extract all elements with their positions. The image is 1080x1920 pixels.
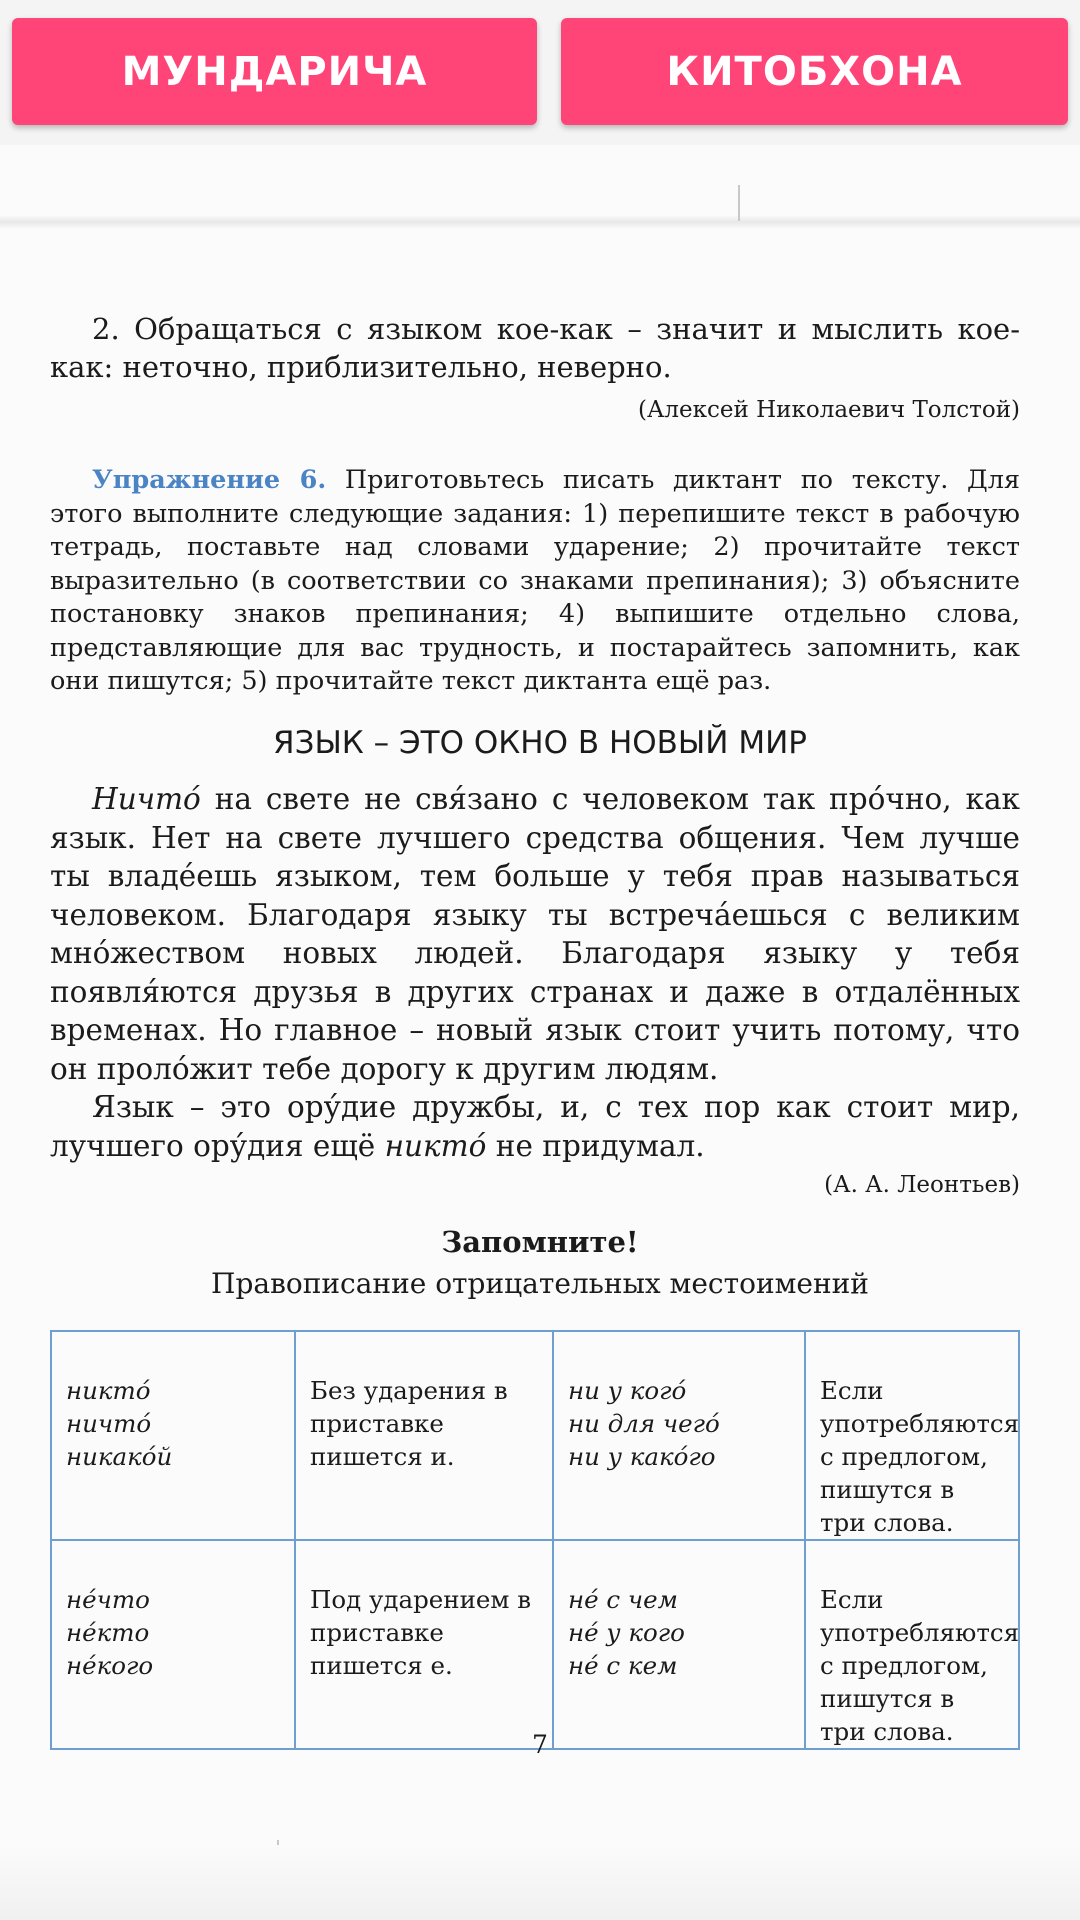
example-phrase: не́ с кем — [568, 1651, 678, 1680]
dictation-paragraph-2 — [50, 1088, 1020, 1165]
emphasis-word: Ничто́ — [92, 782, 201, 816]
word-cell — [51, 1540, 295, 1749]
rule-cell: Без ударения в приставке пишется и. — [295, 1331, 553, 1540]
emphasis-word: никто́ — [384, 1128, 487, 1163]
dictation-text: Язык – это ору́дие дружбы, и, с тех пор как стоит мир, лучшего ору́дия ещё — [50, 1090, 1020, 1163]
pronoun-rules-table — [50, 1330, 1020, 1750]
note-cell: Если употребляются с предлогом, пишутся в три слова. — [805, 1331, 1019, 1540]
dictation-author: (А. А. Леонтьев) — [824, 1172, 1020, 1198]
pronoun-word: не́кого — [66, 1651, 154, 1680]
word-cell — [51, 1331, 295, 1540]
rule-cell: Под ударением в приставке пишется е. — [295, 1540, 553, 1749]
library-button[interactable]: КИТОБХОНА — [561, 18, 1068, 125]
dictation-paragraph-1 — [50, 780, 1020, 1088]
example-phrase: ни для чего́ — [568, 1409, 720, 1438]
example-cell — [553, 1331, 805, 1540]
pronoun-word: не́кто — [66, 1618, 150, 1647]
quote-author: (Алексей Николаевич Толстой) — [637, 397, 1020, 423]
dictation-text: на свете не свя́зано с человеком так про́чно, как язык. Нет на свете лучшего средства общения. Чем лучше ты владе́ешь языком, тем больше у тебя прав называться человеком. Благодаря языку ты встреча́ешься с великим мно́жеством новых людей. Благодаря языку у тебя появля́ются друзья в других странах и даже в отдалённых временах. Но главное – новый язык стоит учить потому, что он проло́жит тебе дорогу к другим людям. — [50, 782, 1020, 1086]
pronoun-word: ничто́ — [66, 1409, 152, 1438]
top-toolbar — [0, 0, 1080, 145]
dictation-text: не придумал. — [486, 1128, 705, 1163]
table-row — [51, 1331, 1019, 1540]
example-phrase: ни у како́го — [568, 1442, 716, 1471]
remember-title: Запомните! — [441, 1225, 639, 1259]
quote-text: 2. Обращаться с языком кое-как – значит и мыслить кое-как: неточно, приблизительно, неверно. — [50, 312, 1020, 384]
scan-mark — [738, 185, 740, 221]
example-phrase: ни у кого́ — [568, 1376, 687, 1405]
exercise-6 — [50, 464, 1020, 699]
page-bottom-shadow — [0, 1845, 1080, 1920]
pronoun-word: никако́й — [66, 1442, 173, 1471]
table-row — [51, 1540, 1019, 1749]
remember-subtitle: Правописание отрицательных местоимений — [211, 1267, 869, 1300]
note-cell: Если употребляются с предлогом, пишутся в три слова. — [805, 1540, 1019, 1749]
pronoun-word: никто́ — [66, 1376, 151, 1405]
example-phrase: не́ у кого — [568, 1618, 685, 1647]
page-number: 7 — [532, 1730, 548, 1759]
example-cell — [553, 1540, 805, 1749]
pronoun-word: не́что — [66, 1585, 150, 1614]
exercise-text: Приготовьтесь писать диктант по тексту. Для этого выполните следующие задания: 1) перепишите текст в рабочую тетрадь, поставьте над словами ударение; 2) прочитайте текст выразительно (в соответствии со знаками препинания); 3) объясните постановку знаков препинания; 4) выпишите отдельно слова, представляющие для вас трудность, и постарайтесь запомнить, как они пишутся; 5) прочитайте текст диктанта ещё раз. — [50, 465, 1021, 696]
example-phrase: не́ с чем — [568, 1585, 678, 1614]
exercise-title: Упражнение 6. — [92, 465, 327, 495]
dictation-title: ЯЗЫК – ЭТО ОКНО В НОВЫЙ МИР — [273, 725, 807, 761]
book-page[interactable] — [0, 145, 1080, 1920]
contents-button[interactable]: МУНДАРИЧА — [12, 18, 537, 125]
page-fold-shadow — [0, 215, 1080, 229]
